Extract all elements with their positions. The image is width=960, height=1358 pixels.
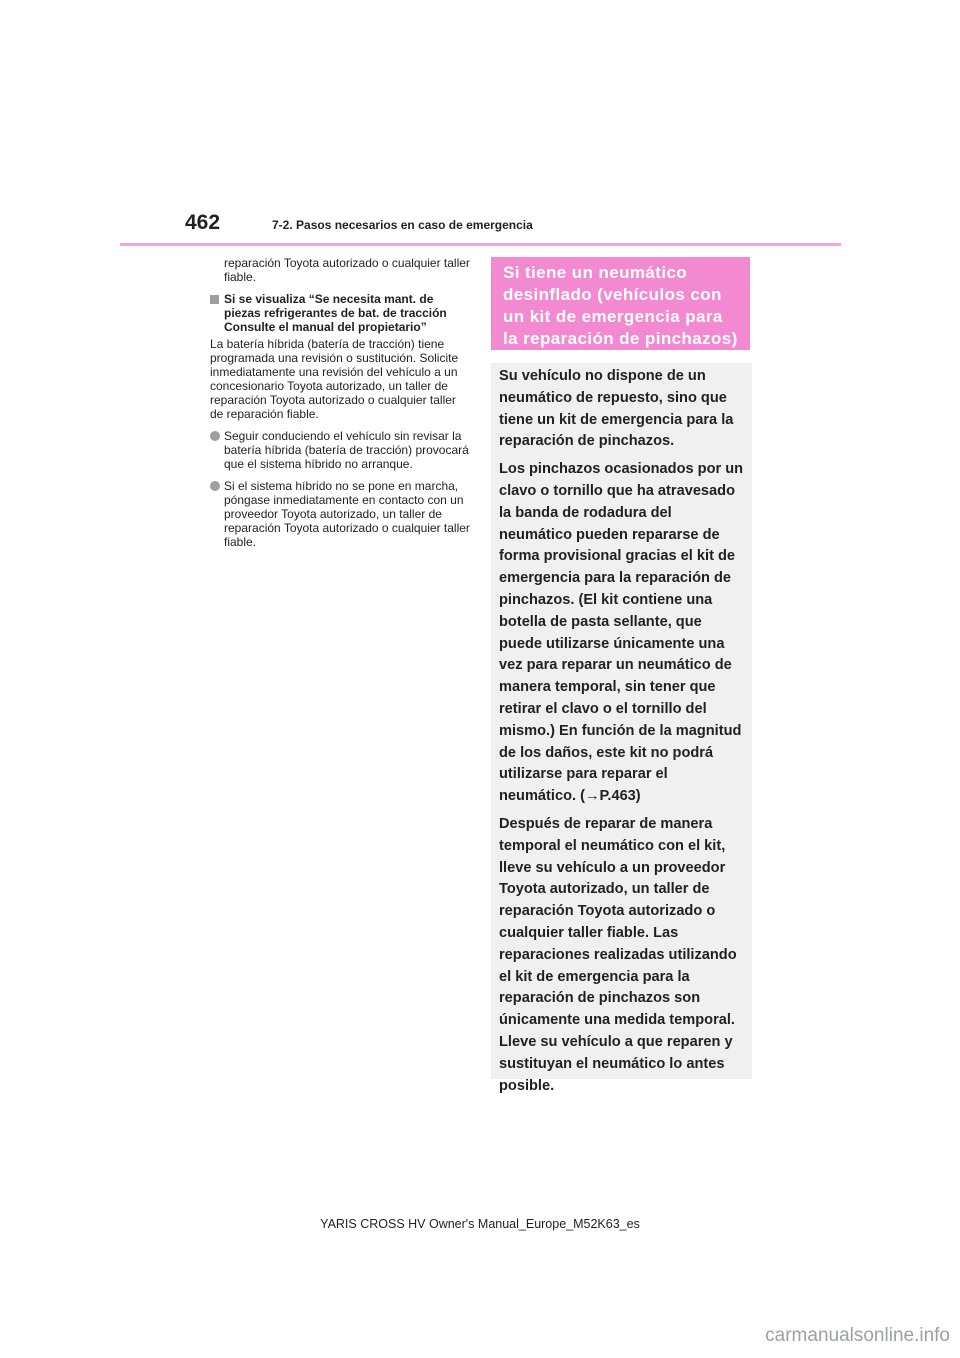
info-paragraph: Después de reparar de manera temporal el neumático con el kit, lleve su vehículo a un proveedor Toyota autorizado, un taller de reparación Toyota autorizado o cualquier taller fiable. Las reparaciones realizadas utilizando el kit de emergencia para la reparación de pinchazos son únicamente una medida temporal. Lleve su vehículo a que reparen y sustituyan el neumático lo antes posible.	[499, 815, 737, 1094]
footer-manual-name: YARIS CROSS HV Owner's Manual_Europe_M52K63_es	[320, 1217, 640, 1231]
circle-bullet-icon	[210, 431, 220, 441]
page-number: 462	[185, 211, 221, 234]
body-paragraph: La batería híbrida (batería de tracción) tiene programada una revisión o sustitución. Solicite inmediatamente una revisión del vehículo a un concesionario Toyota autorizado, un taller de reparación Toyota autorizado o cualquier taller de reparación fiable.	[210, 337, 459, 421]
info-paragraph: Los pinchazos ocasionados por un clavo o tornillo que ha atravesado la banda de rodadura del neumático pueden repararse de forma provisional gracias el kit de emergencia para la reparación de pinchazos. (El kit contiene una botella de pasta sellante, que puede utilizarse únicamente una vez para reparar un neumático de manera temporal, sin tener que retirar el clavo o el tornillo del mismo.) En función de la magnitud de los daños, este kit no podrá utilizarse para reparar el neumático. (→P.463)	[499, 461, 744, 805]
watermark[interactable]: carmanualsonline.info	[765, 1325, 950, 1346]
topic-banner: Si tiene un neumático desinflado (vehículos con un kit de emergencia para la reparación de pinchazos)	[491, 257, 750, 350]
bullet-text: Si el sistema híbrido no se pone en marcha, póngase inmediatamente en contacto con un proveedor Toyota autorizado, un taller de reparación Toyota autorizado o cualquier taller fiable.	[224, 479, 470, 549]
circle-bullet-icon	[210, 481, 220, 491]
square-bullet-icon	[210, 295, 219, 304]
bullet-item	[210, 479, 472, 549]
left-column	[210, 256, 472, 557]
continuation-text: reparación Toyota autorizado o cualquier taller fiable.	[224, 256, 470, 284]
bullet-item	[210, 429, 472, 471]
info-box	[491, 363, 752, 1094]
header-rule	[120, 243, 841, 246]
info-paragraph: Su vehículo no dispone de un neumático de repuesto, sino que tiene un kit de emergencia para la reparación de pinchazos.	[499, 368, 734, 450]
section-title: 7-2. Pasos necesarios en caso de emergencia	[272, 218, 533, 232]
subheading-text: Si se visualiza “Se necesita mant. de piezas refrigerantes de bat. de tracción Consulte el manual del propietario”	[224, 292, 447, 334]
subheading	[210, 292, 472, 334]
bullet-text: Seguir conduciendo el vehículo sin revisar la batería híbrida (batería de tracción) provocará que el sistema híbrido no arranque.	[224, 429, 469, 471]
